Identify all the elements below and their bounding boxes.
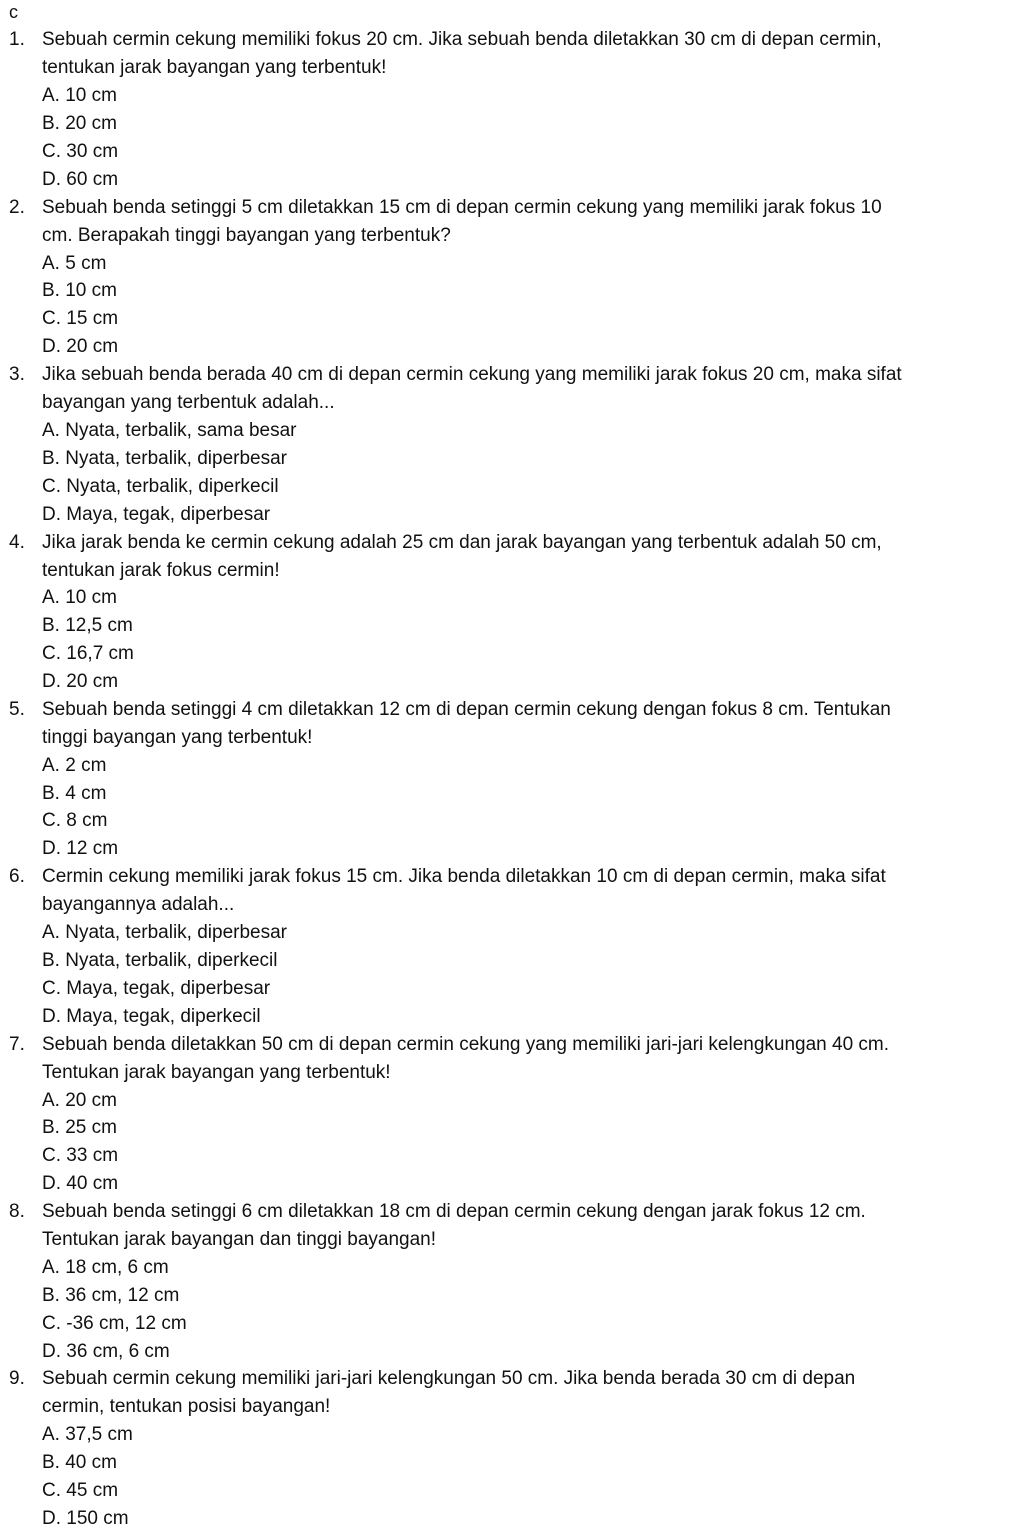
option-b: B. 20 cm [42,113,117,134]
option-c: C. 16,7 cm [42,643,134,664]
question-number: 2. [9,197,25,218]
question-text-line: Jika jarak benda ke cermin cekung adalah 25 cm dan jarak bayangan yang terbentuk adalah 50 cm, [42,532,882,553]
option-c: C. 30 cm [42,141,119,162]
question-text-line: bayangan yang terbentuk adalah... [42,392,335,413]
option-b: B. 25 cm [42,1117,117,1138]
option-a: A. Nyata, terbalik, sama besar [42,420,297,441]
option-d: D. 20 cm [42,336,119,357]
question-text-line: Jika sebuah benda berada 40 cm di depan cermin cekung yang memiliki jarak fokus 20 cm, maka sifat [42,364,902,385]
question-text-line: Sebuah benda setinggi 6 cm diletakkan 18 cm di depan cermin cekung dengan jarak fokus 12 cm. [42,1201,866,1222]
option-b: B. 4 cm [42,783,107,804]
option-c: C. Maya, tegak, diperbesar [42,978,271,999]
option-c: C. -36 cm, 12 cm [42,1313,187,1334]
option-a: A. 37,5 cm [42,1424,133,1445]
option-d: D. 20 cm [42,671,119,692]
option-d: D. 150 cm [42,1508,129,1529]
question-number: 5. [9,699,25,720]
question-number: 9. [9,1368,25,1389]
option-d: D. Maya, tegak, diperbesar [42,504,271,525]
option-d: D. Maya, tegak, diperkecil [42,1006,261,1027]
question-text-line: Tentukan jarak bayangan yang terbentuk! [42,1062,391,1083]
question-number: 8. [9,1201,25,1222]
question-text-line: Sebuah cermin cekung memiliki fokus 20 cm. Jika sebuah benda diletakkan 30 cm di depan cermin, [42,29,882,50]
question-text-line: cm. Berapakah tinggi bayangan yang terbentuk? [42,225,451,246]
question-number: 1. [9,29,25,50]
question-text-line: tentukan jarak bayangan yang terbentuk! [42,57,387,78]
question-text-line: Tentukan jarak bayangan dan tinggi bayangan! [42,1229,437,1250]
question-text-line: Sebuah benda setinggi 4 cm diletakkan 12 cm di depan cermin cekung dengan fokus 8 cm. Tentukan [42,699,891,720]
question-text-line: tentukan jarak fokus cermin! [42,560,280,581]
option-c: C. 33 cm [42,1145,119,1166]
question-number: 6. [9,866,25,887]
option-c: C. 45 cm [42,1480,119,1501]
option-c: C. Nyata, terbalik, diperkecil [42,476,279,497]
option-c: C. 8 cm [42,810,108,831]
option-d: D. 12 cm [42,838,119,859]
option-a: A. 20 cm [42,1090,117,1111]
option-d: D. 40 cm [42,1173,119,1194]
option-a: A. Nyata, terbalik, diperbesar [42,922,288,943]
option-a: A. 10 cm [42,587,117,608]
question-text-line: Cermin cekung memiliki jarak fokus 15 cm. Jika benda diletakkan 10 cm di depan cermin, maka sifat [42,866,886,887]
option-a: A. 18 cm, 6 cm [42,1257,169,1278]
question-text-line: Sebuah benda diletakkan 50 cm di depan cermin cekung yang memiliki jari-jari kelengkungan 40 cm. [42,1034,890,1055]
option-d: D. 60 cm [42,169,119,190]
question-text-line: bayangannya adalah... [42,894,235,915]
option-b: B. Nyata, terbalik, diperkecil [42,950,278,971]
question-number: 7. [9,1034,25,1055]
question-text-line: tinggi bayangan yang terbentuk! [42,727,313,748]
option-a: A. 2 cm [42,755,107,776]
option-b: B. 10 cm [42,280,117,301]
question-text-line: Sebuah cermin cekung memiliki jari-jari kelengkungan 50 cm. Jika benda berada 30 cm di depan [42,1368,856,1389]
question-text-line: Sebuah benda setinggi 5 cm diletakkan 15 cm di depan cermin cekung yang memiliki jarak fokus 10 [42,197,882,218]
option-b: B. Nyata, terbalik, diperbesar [42,448,288,469]
page-header-letter: c [9,2,18,22]
option-b: B. 12,5 cm [42,615,133,636]
option-b: B. 36 cm, 12 cm [42,1285,180,1306]
option-d: D. 36 cm, 6 cm [42,1341,170,1362]
option-a: A. 10 cm [42,85,117,106]
option-c: C. 15 cm [42,308,119,329]
question-number: 3. [9,364,25,385]
question-number: 4. [9,532,25,553]
question-text-line: cermin, tentukan posisi bayangan! [42,1396,331,1417]
option-b: B. 40 cm [42,1452,117,1473]
option-a: A. 5 cm [42,253,107,274]
